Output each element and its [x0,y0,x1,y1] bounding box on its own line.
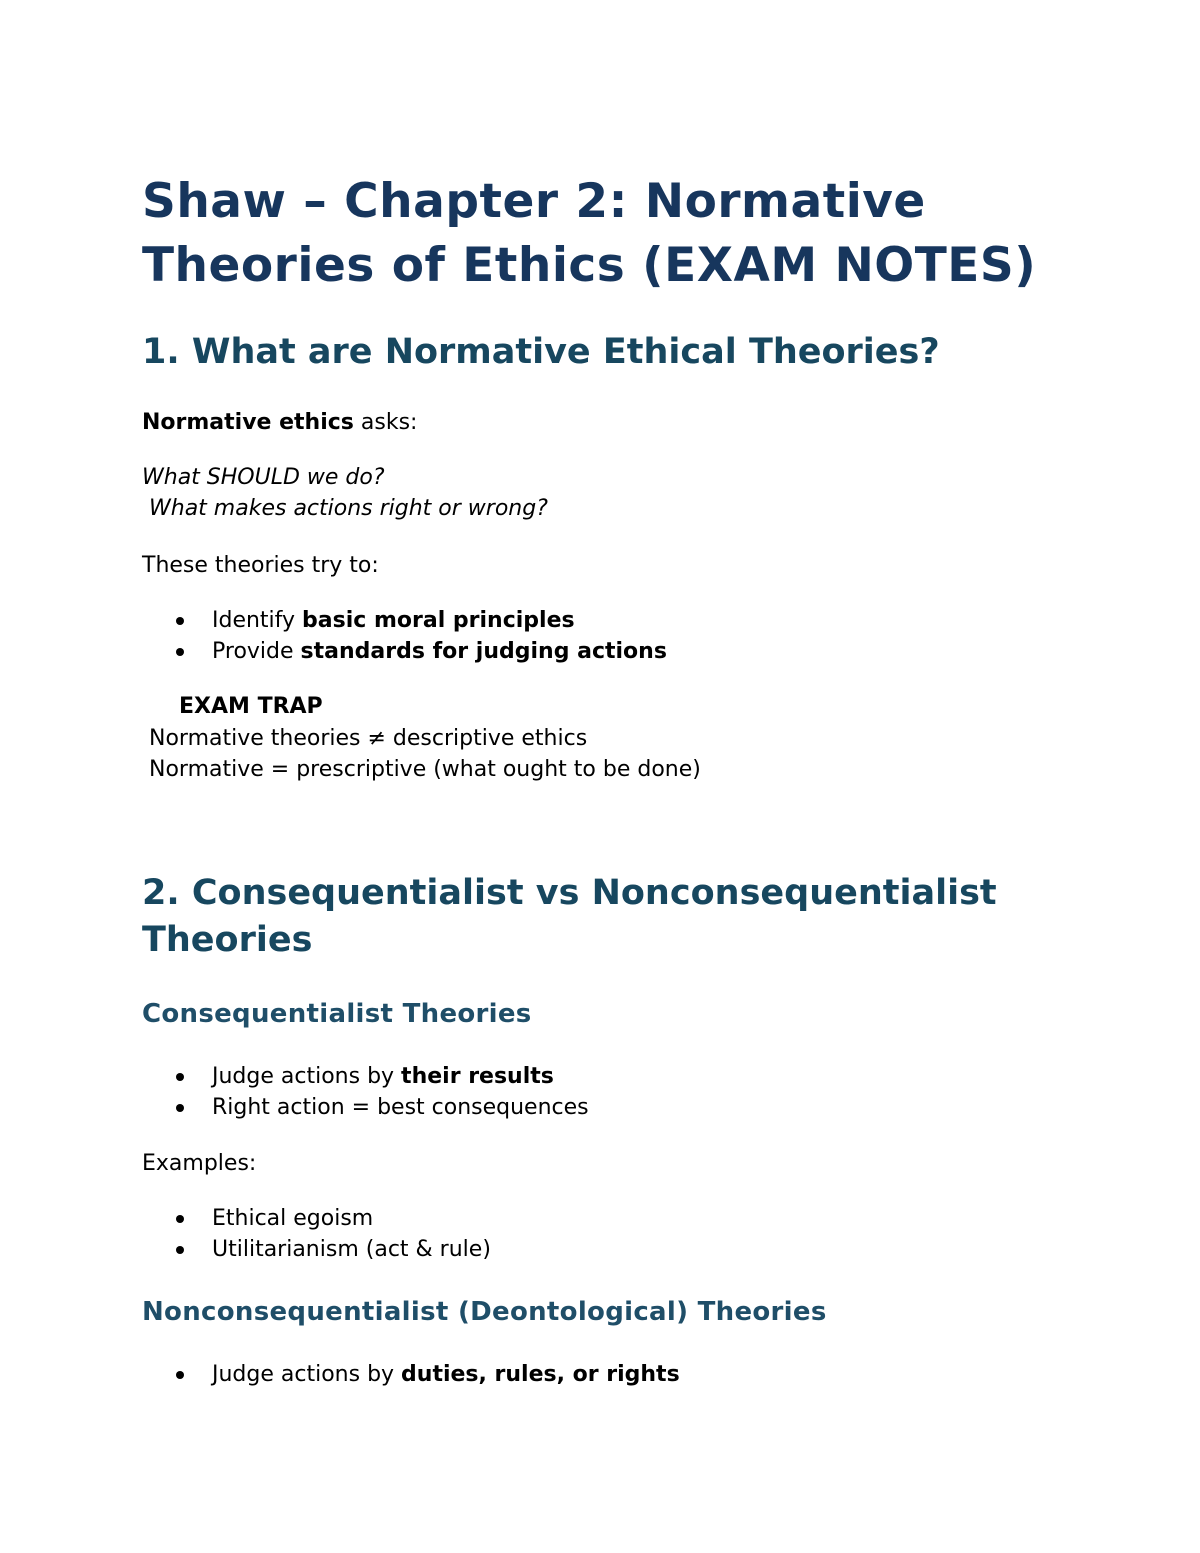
bullet-icon [176,1371,184,1379]
list-item: Ethical egoism [142,1203,491,1234]
normative-ethics-asks: asks: [353,410,418,435]
bullet-icon [176,648,184,656]
bullet-icon [176,1104,184,1112]
bullet-icon [176,1073,184,1081]
question-right-wrong: What makes actions right or wrong? [149,496,548,521]
examples-bullet-list [142,1203,491,1265]
exam-trap-line1: Normative theories ≠ descriptive ethics [149,726,588,751]
list-item: Identify basic moral principles [142,605,667,636]
bullet-icon [176,1246,184,1254]
list-item: Judge actions by their results [142,1061,589,1092]
section1-heading: 1. What are Normative Ethical Theories? [142,332,940,372]
bullet-icon [176,617,184,625]
consequentialist-bullet-list [142,1061,589,1123]
consequentialist-heading: Consequentialist Theories [142,999,532,1029]
theories-lead: These theories try to: [142,553,379,578]
bullet-icon [176,1215,184,1223]
exam-trap-line2: Normative = prescriptive (what ought to be done) [149,757,701,782]
list-item: Utilitarianism (act & rule) [142,1234,491,1265]
question-should: What SHOULD we do? [142,465,385,490]
list-item: Provide standards for judging actions [142,636,667,667]
list-item: Right action = best consequences [142,1092,589,1123]
list-item: Judge actions by duties, rules, or rights [142,1359,680,1390]
document-title: Shaw – Chapter 2: Normative Theories of Ethics (EXAM NOTES) [142,174,1037,293]
examples-label: Examples: [142,1151,257,1176]
exam-trap-label: EXAM TRAP [179,694,323,719]
theories-bullet-list [142,605,667,667]
normative-ethics-intro [142,407,417,438]
nonconsequentialist-heading: Nonconsequentialist (Deontological) Theories [142,1297,827,1327]
nonconsequentialist-bullet-list [142,1359,680,1390]
normative-ethics-term: Normative ethics [142,410,354,435]
section2-heading: 2. Consequentialist vs Nonconsequentialist Theories [142,873,997,960]
